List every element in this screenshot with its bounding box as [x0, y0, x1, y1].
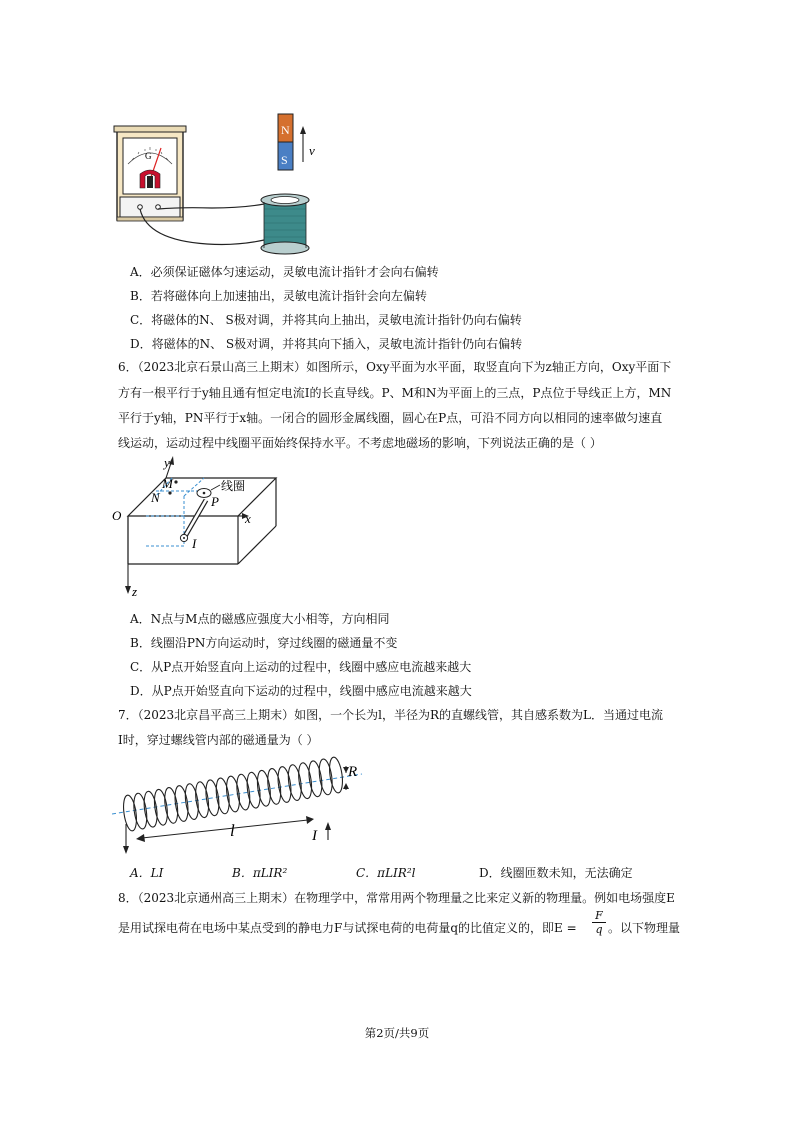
q7-option-c: C．πLIR²l	[356, 866, 416, 880]
formula-fraction	[592, 909, 606, 936]
q7-option-d: D．线圈匝数未知，无法确定	[479, 866, 633, 880]
figure-q6	[108, 456, 288, 601]
origin-label: O	[112, 508, 122, 523]
solenoid-turn	[152, 789, 169, 826]
point-n-label: N	[151, 490, 160, 505]
q5-option-b: B．若将磁体向上加速抽出，灵敏电流计指针会向左偏转	[130, 289, 427, 303]
axis-y-label: y	[164, 456, 170, 470]
solenoid-turn	[255, 770, 272, 807]
q8-stem-line-1: 8．（2023北京通州高三上期末）在物理学中，常常用两个物理量之比来定义新的物理量。例如电场强度E	[118, 891, 675, 905]
bar-magnet	[278, 114, 293, 170]
formula-denominator: q	[595, 923, 603, 936]
length-label: l	[230, 821, 235, 840]
magnet-n-label: N	[281, 123, 290, 137]
solenoid-turn	[286, 764, 303, 801]
q6-stem-line-2: 方有一根平行于y轴且通有恒定电流I的长直导线。P、M和N为平面上的三点，P点位于导线正上方，MN	[118, 386, 672, 400]
q6-option-d: D．从P点开始竖直向下运动的过程中，线圈中感应电流越来越大	[130, 684, 472, 698]
solenoid-turn	[266, 768, 283, 805]
page-footer: 第2页/共9页	[364, 1026, 430, 1040]
solenoid-turn	[276, 766, 293, 803]
q5-option-c: C．将磁体的N、 S极对调，并将其向上抽出，灵敏电流计指针仍向右偏转	[130, 313, 522, 327]
q8-stem-line-2-tail: 。以下物理量	[608, 921, 681, 935]
axis-x-label: x	[245, 511, 251, 526]
q6-option-b: B．线圈沿PN方向运动时，穿过线圈的磁通量不变	[130, 636, 398, 650]
point-p-label: P	[211, 494, 219, 509]
solenoid-turn	[328, 756, 345, 793]
solenoid-turn	[297, 762, 314, 799]
solenoid-turn	[173, 785, 190, 822]
q5-option-d: D．将磁体的N、 S极对调，并将其向下插入，灵敏电流计指针仍向右偏转	[130, 337, 523, 351]
solenoid-turn	[142, 791, 159, 828]
solenoid-turn	[163, 787, 180, 824]
q6-stem-line-3: 平行于y轴，PN平行于x轴。一闭合的圆形金属线圈，圆心在P点，可沿不同方向以相同的速率做匀速直	[118, 411, 663, 425]
galvanometer	[114, 126, 186, 221]
coil	[261, 194, 309, 254]
magnet-s-label: S	[281, 153, 288, 167]
figure-q5	[112, 112, 332, 257]
point-m-label: M	[162, 476, 173, 491]
solenoid-turn	[132, 792, 149, 829]
current-label-q6: I	[192, 536, 197, 551]
solenoid-turn	[235, 773, 252, 810]
q7-option-b: B．πLIR²	[232, 866, 288, 880]
q8-stem-line-2: 是用试探电荷在电场中某点受到的静电力F与试探电荷的电荷量q的比值定义的，即E =	[118, 921, 577, 935]
axis-z-label: z	[132, 584, 138, 599]
q6-stem-line-4: 线运动，运动过程中线圈平面始终保持水平。不考虑地磁场的影响，下列说法正确的是（ ）	[118, 436, 602, 450]
solenoid-turn	[307, 760, 324, 797]
solenoid-turn	[225, 775, 242, 812]
q6-option-c: C．从P点开始竖直向上运动的过程中，线圈中感应电流越来越大	[130, 660, 472, 674]
q7-stem-line-2: I时，穿过螺线管内部的磁通量为（ ）	[118, 733, 319, 747]
figure-q7	[112, 756, 372, 861]
velocity-label: v	[309, 143, 315, 158]
solenoid-turn	[317, 758, 334, 795]
q6-stem-line-1: 6．（2023北京石景山高三上期末）如图所示，Oxy平面为水平面，取竖直向下为z轴正方向，Oxy平面下	[118, 360, 672, 374]
solenoid-turn	[122, 794, 139, 831]
formula-numerator: F	[595, 909, 603, 922]
solenoid-turn	[245, 772, 262, 809]
q6-option-a: A．N点与M点的磁感应强度大小相等，方向相同	[130, 612, 390, 626]
galvanometer-label: G	[145, 151, 152, 161]
current-label-q7: I	[312, 828, 317, 844]
radius-label: R	[348, 764, 358, 780]
q7-option-a: A．LI	[130, 866, 164, 880]
coil-label: 线圈	[221, 479, 246, 493]
q5-option-a: A．必须保证磁体匀速运动，灵敏电流计指针才会向右偏转	[130, 265, 439, 279]
q7-stem-line-1: 7．（2023北京昌平高三上期末）如图，一个长为l，半径为R的直螺线管，其自感系数为L．当通过电流	[118, 708, 664, 722]
